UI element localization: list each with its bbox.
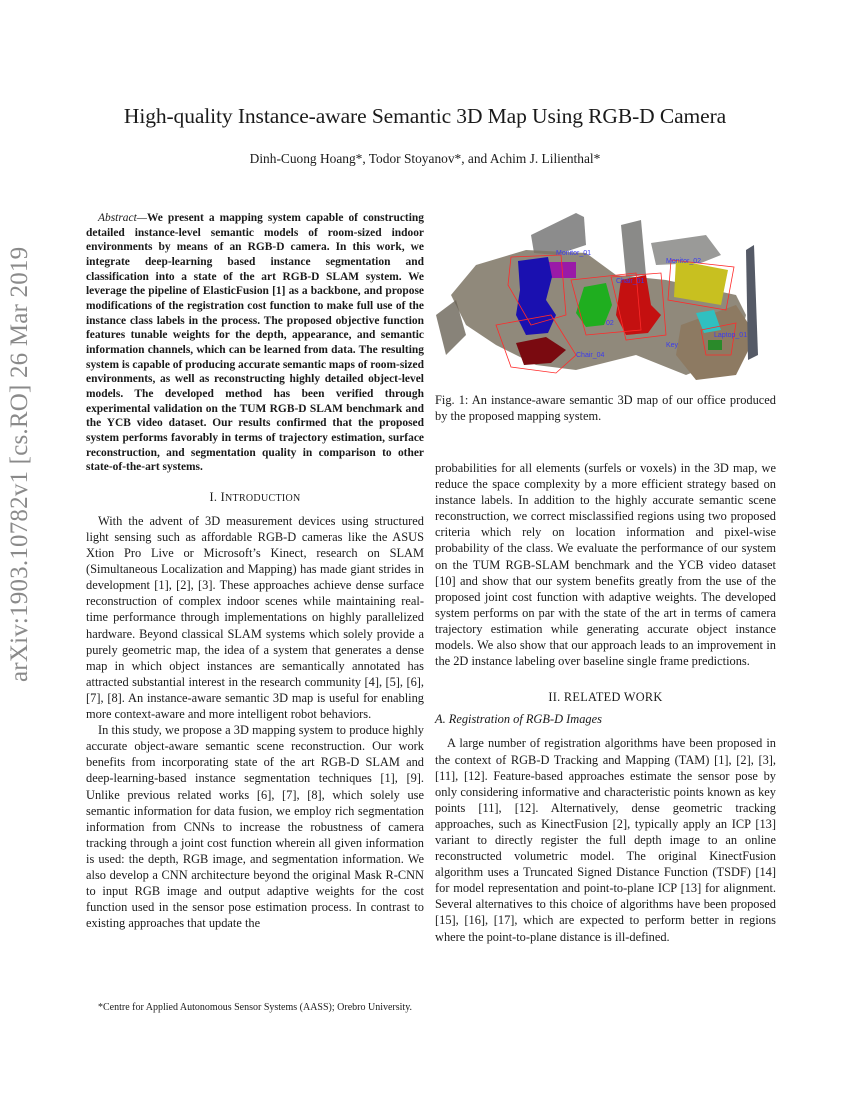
subsection-heading-registration: A. Registration of RGB-D Images xyxy=(435,712,602,727)
abstract xyxy=(86,211,424,475)
paper-title: High-quality Instance-aware Semantic 3D Map Using RGB-D Camera xyxy=(123,104,727,128)
paper-authors: Dinh-Cuong Hoang*, Todor Stoyanov*, and Achim J. Lilienthal* xyxy=(249,151,601,166)
svg-text:Chair_01: Chair_01 xyxy=(616,278,645,285)
svg-text:Chair_04: Chair_04 xyxy=(576,352,605,359)
figure-1-caption: Fig. 1: An instance-aware semantic 3D map of our office produced by the proposed mapping system. xyxy=(435,393,776,424)
right-column xyxy=(435,460,776,945)
intro-paragraph-continued: probabilities for all elements (surfels or voxels) in the 3D map, we reduce the space complexity by a more efficient strategy based on instance labels. In addition to the highly accurate semantic scene reconstruction, we correct misclassified regions using two proposed criteria which rely on location information and pixel-wise probability of the class. We evaluate the performance of our system on the TUM RGB-SLAM benchmark and the YCB video dataset [10] and show that our system benefits greatly from the use of the proposed joint cost function with adaptive weights. The developed system performs on par with the state of the art in terms of camera trajectory estimation while generating accurate object instance models. We also show that our approach leads to an improvement in the 2D instance labeling over baseline single frame predictions. xyxy=(435,461,776,669)
section-heading-introduction: I. INTRODUCTION xyxy=(209,489,301,504)
svg-text:Laptop_01: Laptop_01 xyxy=(714,332,748,339)
abstract-label: Abstract— xyxy=(98,212,147,224)
footnote: *Centre for Applied Autonomous Sensor Systems (AASS); Orebro University. xyxy=(98,1002,413,1013)
arxiv-stamp: arXiv:1903.10782v1 [cs.RO] 26 Mar 2019 xyxy=(6,246,33,682)
abstract-text: We present a mapping system capable of constructing detailed instance-level semantic models of room-sized indoor environments by means of an RGB-D camera. In this work, we integrate deep-learning based instance segmentation and classification into a state of the art RGB-D SLAM system. We leverage the pipeline of ElasticFusion [1] as a backbone, and propose modifications of the registration cost function to make full use of the instance class labels in the process. The proposed objective function features tunable weights for the depth, appearance, and semantic information channels, which can be learned from data. The resulting system is capable of producing accurate semantic maps of room-sized environments, as well as reconstructing highly detailed object-level models. The developed method has been verified through experimental validation on the TUM RGB-D SLAM benchmark and the YCB video dataset. Our results confirmed that the proposed system performs favorably in terms of trajectory estimation, surface reconstruction, and segmentation quality in comparison to other state-of-the-art systems. xyxy=(86,212,424,474)
svg-text:Monitor_02: Monitor_02 xyxy=(666,258,702,265)
svg-text:02: 02 xyxy=(606,320,614,327)
intro-paragraph-1: With the advent of 3D measurement devices using structured light sensing such as affordable RGB-D cameras like the ASUS Xtion Pro Live or Microsoft’s Kinect, research on SLAM (Simultaneous Localization and Mapping) has made giant strides in development [1], [2], [3]. These approaches achieve dense surface reconstruction of complex indoor scenes while maintaining real-time performance through implementations on highly parallelized hardware. Beyond classical SLAM systems which solely provide a purely geometric map, the idea of a system that generates a dense map in which object instances are semantically annotated has attracted substantial interest in the research community [4], [5], [6], [7], [8]. An instance-aware semantic 3D map is useful for enabling more context-aware and more intelligent robot behaviors. xyxy=(86,513,424,722)
svg-text:Monitor_01: Monitor_01 xyxy=(556,250,592,257)
related-paragraph-1: A large number of registration algorithms have been proposed in the context of RGB-D Tracking and Mapping (TAM) [1], [2], [3], [11], [12]. Feature-based approaches estimate the sensor pose by only considering informative and characteristic points known as key points [11], [12]. Alternatively, dense geometric tracking approaches, such as KinectFusion [2], typically apply an ICP [13] variant to directly register the full depth image to an online reconstructed volumetric model. The original KinectFusion algorithm uses a Truncated Signed Distance Function (TSDF) [14] for model representation and point-to-plane ICP [13] for alignment. Several alternatives to this choice of algorithms have been proposed [15], [16], [17], which are expected to perform better in regions where the point-to-plane distance is ill-defined. xyxy=(435,736,776,944)
intro-paragraph-2: In this study, we propose a 3D mapping system to produce highly accurate object-aware semantic scene reconstruction. Our work benefits from incorporating state of the art RGB-D SLAM and deep-learning-based instance segmentation techniques [1], [9]. Unlike previous related works [6], [7], [8], which solely use semantic information for data fusion, we employ rich segmentation information from CNNs to increase the robustness of camera tracking through a joint cost function wherein all given information is used: the depth, RGB image, and segmentation information. We also develop a CNN architecture beyond the original Mask R-CNN to input RGB image and output adaptive weights for the cost function used in the sensor pose estimation process. In contrast to existing approaches that update the xyxy=(86,723,424,931)
figure-1-semantic-map xyxy=(436,205,776,387)
left-column xyxy=(86,211,424,931)
semantic-3d-map-image xyxy=(436,205,776,387)
svg-text:Key: Key xyxy=(666,342,679,349)
section-heading-related-work: II. RELATED WORK xyxy=(548,690,663,705)
